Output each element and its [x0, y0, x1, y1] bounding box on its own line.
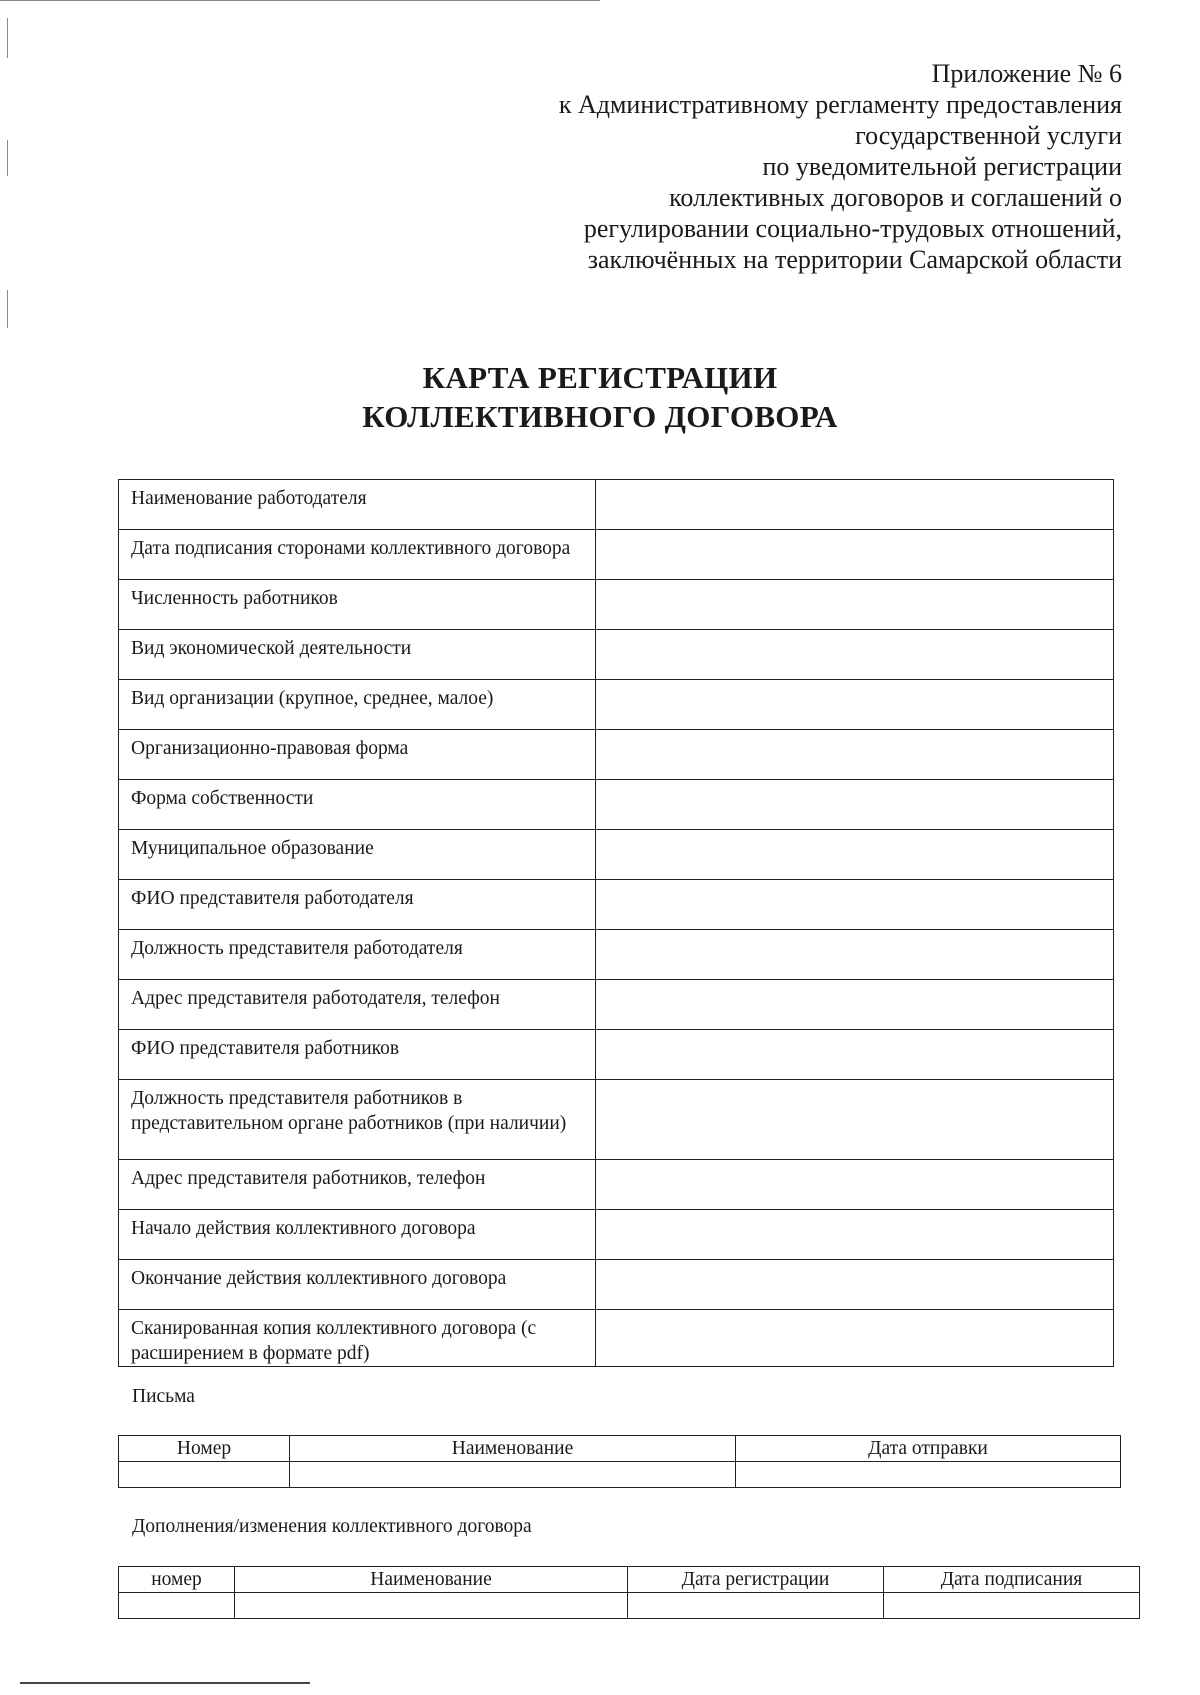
row-value-field[interactable]: [596, 1210, 1114, 1260]
column-header: Дата регистрации: [628, 1567, 884, 1593]
row-label-legal-form: Организационно-правовая форма: [119, 730, 596, 780]
table-cell[interactable]: [884, 1593, 1140, 1619]
table-cell[interactable]: [119, 1462, 290, 1488]
column-header: номер: [119, 1567, 235, 1593]
row-value-field[interactable]: [596, 580, 1114, 630]
scan-edge-bottom: [20, 1682, 310, 1684]
row-value-field[interactable]: [596, 780, 1114, 830]
column-header: Дата отправки: [736, 1436, 1121, 1462]
registration-table: [118, 479, 1114, 1367]
letters-table: [118, 1435, 1121, 1488]
table-cell[interactable]: [119, 1593, 235, 1619]
row-value-field[interactable]: [596, 680, 1114, 730]
column-header: Дата подписания: [884, 1567, 1140, 1593]
row-value-field[interactable]: [596, 730, 1114, 780]
row-value-field[interactable]: [596, 1160, 1114, 1210]
header-line: заключённых на территории Самарской области: [587, 245, 1122, 274]
table-cell[interactable]: [235, 1593, 628, 1619]
table-row: [119, 980, 1114, 1030]
table-row: [119, 1160, 1114, 1210]
column-header: Наименование: [235, 1567, 628, 1593]
table-row: [119, 630, 1114, 680]
supplements-label: Дополнения/изменения коллективного договора: [132, 1516, 532, 1537]
table-row: [119, 730, 1114, 780]
table-row: [119, 580, 1114, 630]
table-row: [119, 680, 1114, 730]
scan-edge-left-2: [7, 140, 8, 176]
row-label-signing-date: Дата подписания сторонами коллективного договора: [119, 530, 596, 580]
row-label-employer-rep-address: Адрес представителя работодателя, телефон: [119, 980, 596, 1030]
table-cell[interactable]: [628, 1593, 884, 1619]
row-value-field[interactable]: [596, 480, 1114, 530]
row-value-field[interactable]: [596, 1260, 1114, 1310]
header-line: государственной услуги: [855, 121, 1122, 150]
row-label-employer-name: Наименование работодателя: [119, 480, 596, 530]
row-value-field[interactable]: [596, 1080, 1114, 1160]
scan-edge-top: [0, 0, 600, 1]
appendix-header: [422, 58, 1122, 275]
table-cell[interactable]: [290, 1462, 736, 1488]
scan-edge-left-1: [7, 18, 8, 58]
row-label-end-date: Окончание действия коллективного договора: [119, 1260, 596, 1310]
table-row: [119, 1462, 1121, 1488]
header-line: к Административному регламенту предоставления: [558, 90, 1122, 119]
table-row: [119, 1030, 1114, 1080]
table-header-row: [119, 1567, 1140, 1593]
supplements-table: [118, 1566, 1140, 1619]
table-row: [119, 530, 1114, 580]
letters-label: Письма: [132, 1386, 195, 1407]
row-label-employer-rep-position: Должность представителя работодателя: [119, 930, 596, 980]
row-label-employee-count: Численность работников: [119, 580, 596, 630]
row-value-field[interactable]: [596, 880, 1114, 930]
header-line: по уведомительной регистрации: [762, 152, 1122, 181]
header-line: Приложение № 6: [931, 59, 1122, 88]
title-line-1: КАРТА РЕГИСТРАЦИИ: [422, 360, 778, 395]
table-row: [119, 1593, 1140, 1619]
row-label-employee-rep-address: Адрес представителя работников, телефон: [119, 1160, 596, 1210]
table-row: [119, 880, 1114, 930]
row-label-ownership-form: Форма собственности: [119, 780, 596, 830]
row-label-organization-type: Вид организации (крупное, среднее, малое): [119, 680, 596, 730]
table-row: [119, 1310, 1114, 1367]
row-value-field[interactable]: [596, 830, 1114, 880]
table-row: [119, 830, 1114, 880]
row-label-employer-rep-name: ФИО представителя работодателя: [119, 880, 596, 930]
column-header: Наименование: [290, 1436, 736, 1462]
table-row: [119, 930, 1114, 980]
table-row: [119, 1080, 1114, 1160]
row-value-field[interactable]: [596, 1030, 1114, 1080]
row-value-field[interactable]: [596, 980, 1114, 1030]
row-label-employee-rep-name: ФИО представителя работников: [119, 1030, 596, 1080]
title-line-2: КОЛЛЕКТИВНОГО ДОГОВОРА: [362, 399, 838, 434]
table-row: [119, 1210, 1114, 1260]
table-row: [119, 780, 1114, 830]
table-row: [119, 1260, 1114, 1310]
row-label-economic-activity: Вид экономической деятельности: [119, 630, 596, 680]
header-line: регулировании социально-трудовых отношений,: [583, 214, 1122, 243]
column-header: Номер: [119, 1436, 290, 1462]
row-label-municipality: Муниципальное образование: [119, 830, 596, 880]
row-value-field[interactable]: [596, 1310, 1114, 1367]
row-label-employee-rep-position: Должность представителя работников в представительном органе работников (при наличии): [119, 1080, 596, 1160]
table-cell[interactable]: [736, 1462, 1121, 1488]
row-value-field[interactable]: [596, 930, 1114, 980]
table-row: [119, 480, 1114, 530]
row-label-scanned-copy: Сканированная копия коллективного договора (с расширением в формате pdf): [119, 1310, 596, 1367]
row-label-start-date: Начало действия коллективного договора: [119, 1210, 596, 1260]
header-line: коллективных договоров и соглашений о: [669, 183, 1122, 212]
row-value-field[interactable]: [596, 530, 1114, 580]
table-header-row: [119, 1436, 1121, 1462]
scan-edge-left-3: [7, 290, 8, 328]
row-value-field[interactable]: [596, 630, 1114, 680]
document-title: [0, 358, 1200, 436]
